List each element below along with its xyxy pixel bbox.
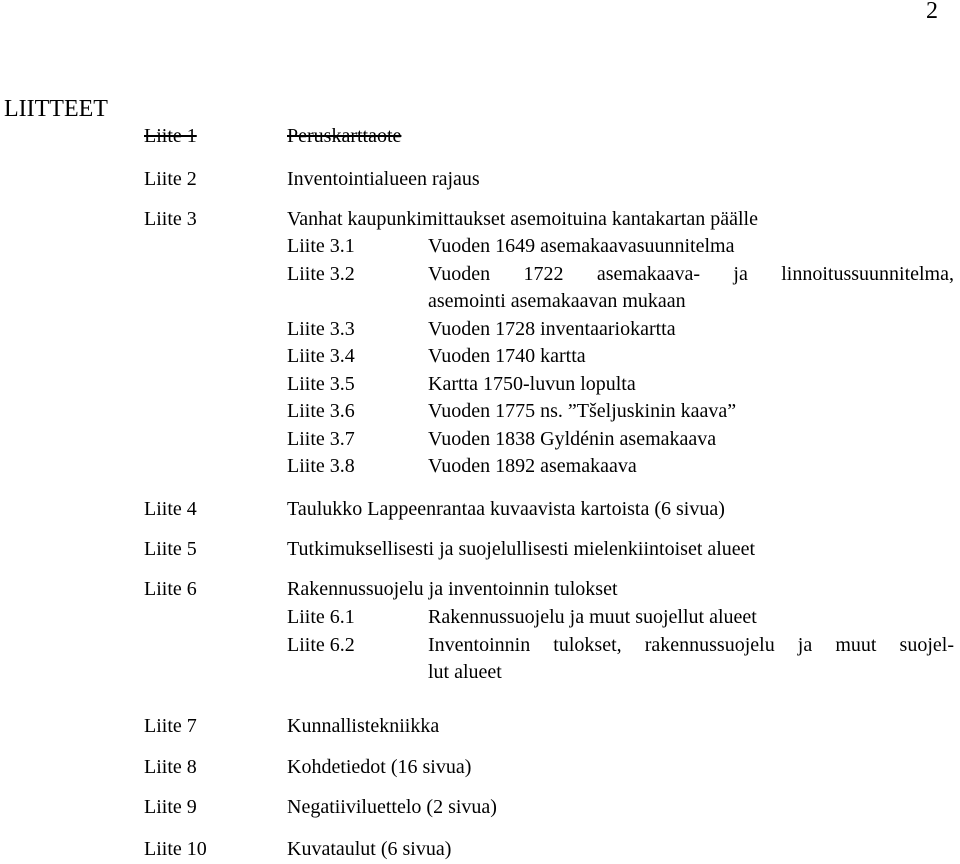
appendix-10-label: Liite 10 bbox=[144, 838, 207, 860]
appendix-3-5-label: Liite 3.5 bbox=[287, 373, 355, 395]
appendix-9-label: Liite 9 bbox=[144, 796, 197, 818]
appendix-3-1-title: Vuoden 1649 asemakaavasuunnitelma bbox=[428, 235, 735, 257]
appendix-2-title: Inventointialueen rajaus bbox=[287, 168, 480, 190]
appendix-6-1-title: Rakennussuojelu ja muut suojellut alueet bbox=[428, 606, 757, 628]
appendix-6-2-title: Inventoinnin tulokset, rakennussuojelu ja muut suojel- bbox=[428, 634, 954, 656]
appendix-3-6-label: Liite 3.6 bbox=[287, 400, 355, 422]
appendix-3-4-label: Liite 3.4 bbox=[287, 345, 355, 367]
appendix-3-title: Vanhat kaupunkimittaukset asemoituina kantakartan päälle bbox=[287, 208, 758, 230]
appendix-3-2-label: Liite 3.2 bbox=[287, 263, 355, 285]
appendix-6-2-title-continued: lut alueet bbox=[428, 661, 502, 683]
appendix-9-title: Negatiiviluettelo (2 sivua) bbox=[287, 796, 497, 818]
appendix-4-title: Taulukko Lappeenrantaa kuvaavista kartoista (6 sivua) bbox=[287, 498, 725, 520]
appendix-3-8-title: Vuoden 1892 asemakaava bbox=[428, 455, 637, 477]
appendix-3-3-label: Liite 3.3 bbox=[287, 318, 355, 340]
appendix-6-label: Liite 6 bbox=[144, 578, 197, 600]
appendix-1-title: Peruskarttaote bbox=[287, 125, 402, 147]
appendix-3-3-title: Vuoden 1728 inventaariokartta bbox=[428, 318, 676, 340]
appendix-3-label: Liite 3 bbox=[144, 208, 197, 230]
appendix-7-title: Kunnallistekniikka bbox=[287, 715, 440, 737]
appendix-3-4-title: Vuoden 1740 kartta bbox=[428, 345, 586, 367]
appendix-2-label: Liite 2 bbox=[144, 168, 197, 190]
appendix-3-7-title: Vuoden 1838 Gyldénin asemakaava bbox=[428, 428, 717, 450]
appendix-5-title: Tutkimuksellisesti ja suojelullisesti mielenkiintoiset alueet bbox=[287, 538, 756, 560]
appendix-8-label: Liite 8 bbox=[144, 756, 197, 778]
appendix-5-label: Liite 5 bbox=[144, 538, 197, 560]
appendix-3-2-title: Vuoden 1722 asemakaava- ja linnoitussuunnitelma, bbox=[428, 263, 954, 285]
appendix-3-1-label: Liite 3.1 bbox=[287, 235, 355, 257]
appendix-6-title: Rakennussuojelu ja inventoinnin tulokset bbox=[287, 578, 618, 600]
appendix-3-7-label: Liite 3.7 bbox=[287, 428, 355, 450]
page-title: LIITTEET bbox=[4, 96, 108, 122]
appendix-6-2-label: Liite 6.2 bbox=[287, 634, 355, 656]
appendix-7-label: Liite 7 bbox=[144, 715, 197, 737]
appendix-3-8-label: Liite 3.8 bbox=[287, 455, 355, 477]
appendix-4-label: Liite 4 bbox=[144, 498, 197, 520]
appendix-3-2-title-continued: asemointi asemakaavan mukaan bbox=[428, 290, 686, 312]
appendix-3-6-title: Vuoden 1775 ns. ”Tšeljuskinin kaava” bbox=[428, 400, 737, 422]
appendix-1-label: Liite 1 bbox=[144, 125, 197, 147]
appendix-3-5-title: Kartta 1750-luvun lopulta bbox=[428, 373, 636, 395]
appendix-6-1-label: Liite 6.1 bbox=[287, 606, 355, 628]
appendix-10-title: Kuvataulut (6 sivua) bbox=[287, 838, 452, 860]
appendix-8-title: Kohdetiedot (16 sivua) bbox=[287, 756, 472, 778]
page-number: 2 bbox=[926, 0, 938, 24]
